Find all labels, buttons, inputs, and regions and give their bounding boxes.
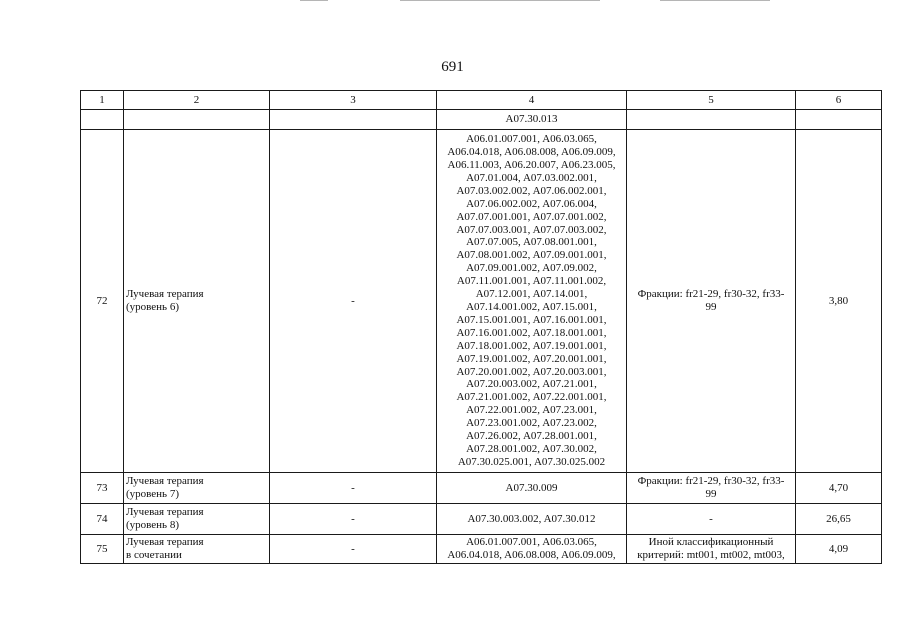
service-code-line: A07.20.003.002, A07.21.001, (466, 378, 597, 391)
group-name-line: (уровень 8) (126, 519, 179, 531)
column-number: 3 (270, 91, 437, 110)
column-number: 5 (627, 91, 796, 110)
diagnosis-codes-cell: - (270, 473, 437, 504)
table-row (81, 535, 882, 564)
coefficient-cell: 4,09 (796, 535, 882, 564)
group-name-line: (уровень 7) (126, 488, 179, 500)
criteria-line: 99 (705, 301, 717, 313)
service-code-line: A07.03.002.002, A07.06.002.001, (456, 184, 607, 197)
service-code-line: A06.11.003, A06.20.007, A06.23.005, (447, 159, 616, 172)
row-number: 73 (81, 473, 124, 504)
service-codes-cell: A07.30.009 (437, 473, 627, 504)
service-code-line: A07.28.001.002, A07.30.002, (466, 442, 597, 455)
service-code-line: A06.04.018, A06.08.008, A06.09.009, (447, 146, 616, 159)
service-code-line: A07.22.001.002, A07.23.001, (466, 404, 597, 417)
service-codes-cell: A07.30.003.002, A07.30.012 (437, 504, 627, 535)
service-code-line: A07.19.001.002, A07.20.001.001, (456, 352, 607, 365)
top-edge-rule (400, 0, 600, 1)
column-number: 2 (124, 91, 270, 110)
group-name-cell (124, 473, 270, 504)
service-code-line: A06.04.018, A06.08.008, A06.09.009, (447, 549, 616, 561)
criteria-line: Фракции: fr21-29, fr30-32, fr33- (637, 288, 785, 301)
service-code-line: A07.12.001, A07.14.001, (475, 288, 588, 301)
service-code-line: A07.23.001.002, A07.23.002, (466, 417, 597, 430)
service-code-line: A07.07.005, A07.08.001.001, (466, 236, 597, 249)
service-codes-cell (437, 130, 627, 473)
table-row (81, 473, 882, 504)
table-row (81, 504, 882, 535)
row-number: 75 (81, 535, 124, 564)
service-codes-list (439, 133, 624, 469)
column-number: 4 (437, 91, 627, 110)
service-code-line: A07.11.001.001, A07.11.001.002, (456, 275, 607, 288)
service-code-line: A07.21.001.002, A07.22.001.001, (456, 391, 607, 404)
diagnosis-codes-cell: - (270, 535, 437, 564)
diagnosis-codes-cell: - (270, 504, 437, 535)
continuation-row (81, 110, 882, 130)
page-number: 691 (441, 59, 464, 75)
service-code-line: A07.07.001.001, A07.07.001.002, (456, 210, 607, 223)
criteria-line: 99 (705, 488, 717, 500)
service-code-line: A07.06.002.002, A07.06.004, (466, 197, 597, 210)
criteria-cell (627, 473, 796, 504)
service-codes-cell (437, 535, 627, 564)
tariff-table (80, 90, 882, 564)
group-name-line: Лучевая терапия (126, 536, 204, 549)
group-name-cell (124, 130, 270, 473)
service-code-line: A07.01.004, A07.03.002.001, (466, 171, 597, 184)
top-edge-rule (660, 0, 770, 1)
service-code-line: A07.14.001.002, A07.15.001, (466, 301, 597, 313)
diagnosis-codes-cell: - (270, 130, 437, 473)
coefficient-cell: 3,80 (796, 130, 882, 473)
service-code-line: A07.16.001.002, A07.18.001.001, (456, 326, 607, 339)
service-code-line: A07.26.002, A07.28.001.001, (466, 430, 597, 443)
column-number: 6 (796, 91, 882, 110)
column-number-row (81, 91, 882, 110)
criteria-line: критерий: mt001, mt002, mt003, (637, 549, 785, 561)
service-code-line: A06.01.007.001, A06.03.065, (466, 133, 597, 146)
group-name-line: (уровень 6) (126, 301, 179, 313)
group-name-line: Лучевая терапия (126, 475, 204, 488)
service-code-line: A07.18.001.002, A07.19.001.001, (456, 339, 607, 352)
coefficient-cell: 26,65 (796, 504, 882, 535)
group-name-cell (124, 504, 270, 535)
group-name-line: Лучевая терапия (126, 288, 204, 301)
service-code-line: A07.20.001.002, A07.20.003.001, (456, 365, 607, 378)
service-code-line: A07.15.001.001, A07.16.001.001, (456, 313, 607, 326)
group-name-line: в сочетании (126, 549, 182, 561)
criteria-line: Иной классификационный (648, 536, 774, 549)
group-name-cell (124, 535, 270, 564)
criteria-cell (627, 130, 796, 473)
criteria-cell (627, 535, 796, 564)
service-code-line: A07.30.025.001, A07.30.025.002 (457, 455, 606, 468)
service-code-line: A07.09.001.002, A07.09.002, (466, 262, 597, 275)
service-code-line: A07.07.003.001, A07.07.003.002, (456, 223, 607, 236)
row-number: 72 (81, 130, 124, 473)
group-name-line: Лучевая терапия (126, 506, 204, 519)
column-number: 1 (81, 91, 124, 110)
criteria-line: Фракции: fr21-29, fr30-32, fr33- (637, 475, 785, 488)
criteria-cell: - (627, 504, 796, 535)
service-code-line: A07.08.001.002, A07.09.001.001, (456, 249, 607, 262)
service-codes-cell: A07.30.013 (437, 110, 627, 130)
service-code-line: A06.01.007.001, A06.03.065, (466, 536, 597, 549)
coefficient-cell: 4,70 (796, 473, 882, 504)
row-number: 74 (81, 504, 124, 535)
top-edge-rule (300, 0, 328, 1)
table-row (81, 130, 882, 473)
